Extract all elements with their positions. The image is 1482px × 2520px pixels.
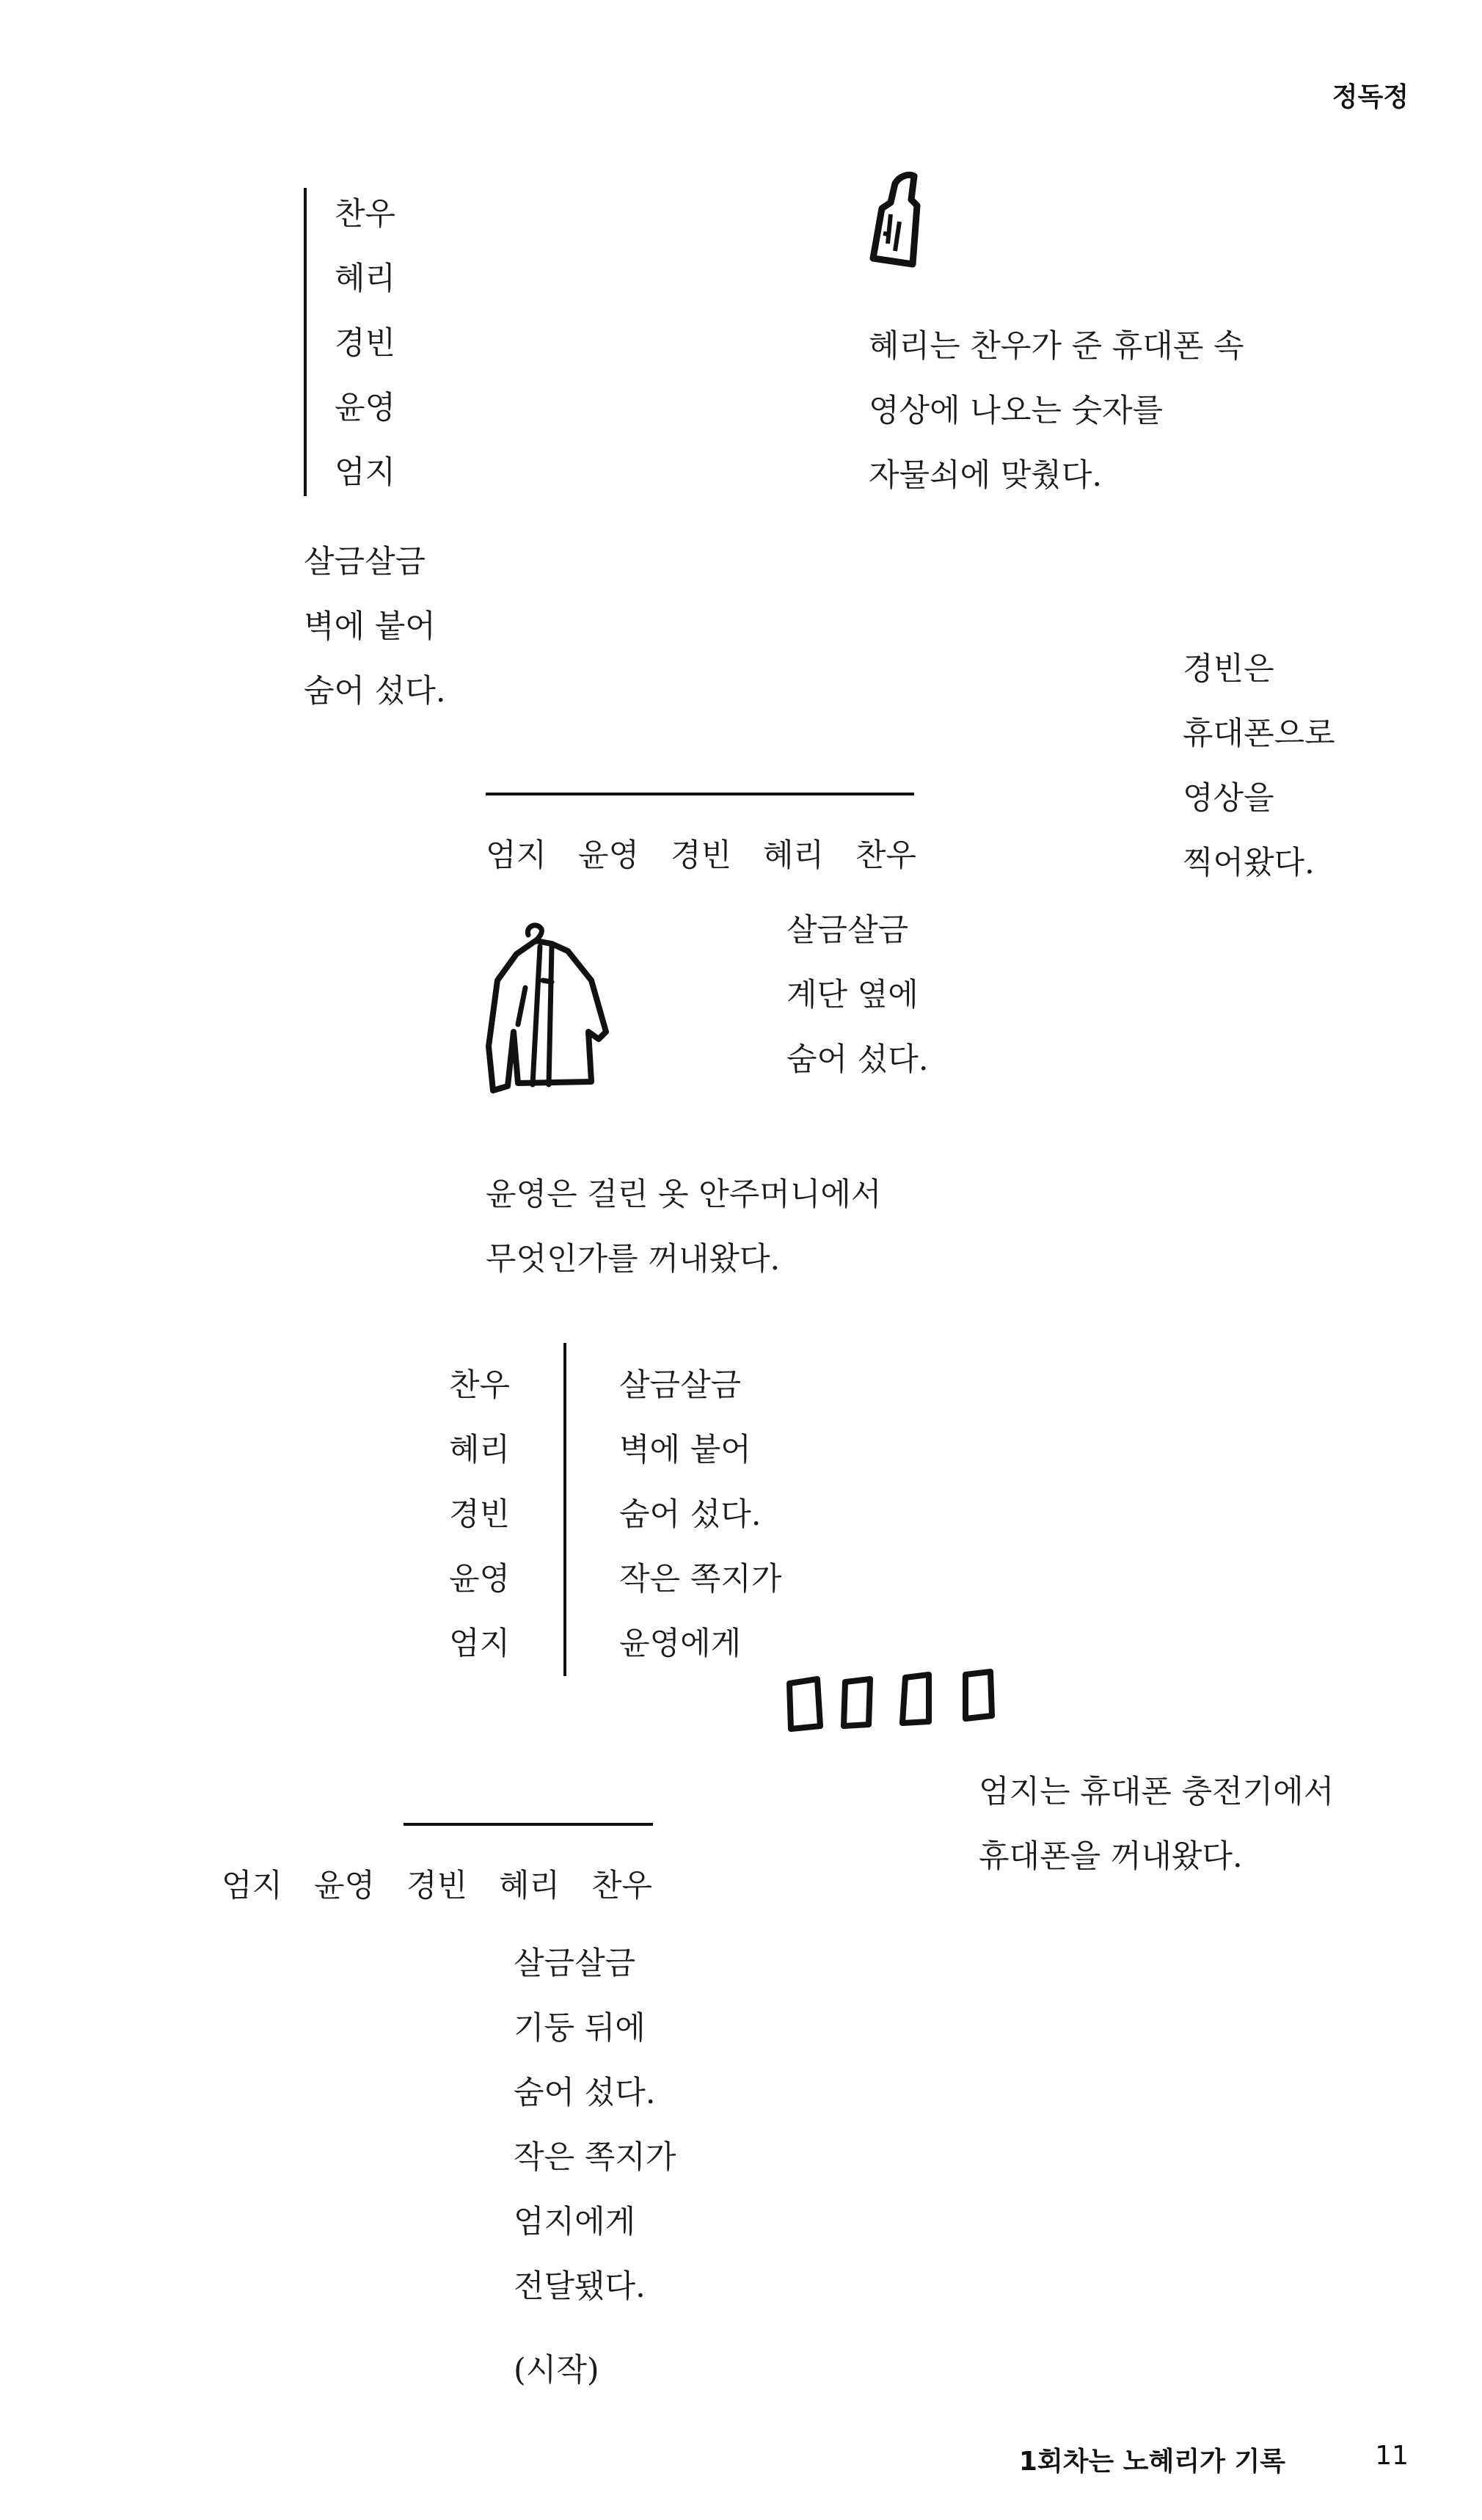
name-item: 찬우: [449, 1367, 511, 1404]
running-header-author: 정독정: [1332, 82, 1409, 112]
lipstick-icon: [866, 170, 932, 273]
text-line: 엄지는 휴대폰 충전기에서: [979, 1774, 1335, 1810]
lipstick-paragraph: [869, 314, 1244, 508]
name-item: 엄지: [222, 1868, 283, 1904]
page-number: 11: [1375, 2441, 1409, 2471]
coat-icon: [481, 922, 613, 1098]
coat-paragraph: [486, 1162, 881, 1292]
running-footer-title: 1회차는 노혜리가 기록: [1018, 2447, 1285, 2477]
name-item: 윤영: [449, 1561, 511, 1598]
name-item: 엄지: [486, 837, 547, 874]
boxes-icon: [785, 1667, 1005, 1741]
name-item: 찬우: [335, 196, 396, 233]
text-line: 작은 쪽지가: [619, 1561, 782, 1598]
name-item: 엄지: [449, 1625, 511, 1662]
text-line: 엄지에게: [514, 2204, 636, 2240]
text-line: 계단 옆에: [786, 977, 919, 1013]
text-line: 숨어 섰다.: [786, 1041, 929, 1078]
name-item: 윤영: [335, 390, 396, 426]
text-line: 휴대폰을 꺼내왔다.: [979, 1838, 1243, 1875]
text-line: 경빈은: [1183, 651, 1274, 688]
text-line: 찍어왔다.: [1183, 845, 1315, 881]
text-line: 벽에 붙어: [304, 608, 436, 645]
names-row-1: [486, 831, 916, 875]
divider-vertical-2: [563, 1343, 566, 1676]
name-item: 찬우: [591, 1868, 653, 1904]
text-line: 휴대폰으로: [1183, 715, 1335, 752]
text-line: 숨어 섰다.: [514, 2075, 656, 2111]
hide-paragraph-1: [304, 530, 446, 724]
hide-paragraph-4: [514, 1931, 676, 2319]
divider-horizontal-2: [404, 1823, 653, 1826]
text-line: 숨어 섰다.: [304, 673, 446, 710]
text-line: 윤영에게: [619, 1625, 742, 1662]
text-line: 살금살금: [619, 1367, 742, 1404]
text-line: 영상을: [1183, 780, 1274, 817]
name-item: 윤영: [578, 837, 640, 874]
text-line: 기둥 뒤에: [514, 2010, 646, 2047]
name-item: 혜리: [335, 261, 396, 297]
text-line: 무엇인가를 꺼내왔다.: [486, 1241, 781, 1278]
name-item: 경빈: [671, 837, 732, 874]
text-line: 윤영은 걸린 옷 안주머니에서: [486, 1176, 882, 1213]
text-line: 영상에 나오는 숫자를: [869, 393, 1164, 429]
name-item: 경빈: [406, 1868, 468, 1904]
divider-vertical-1: [304, 188, 307, 496]
text-line: 혜리는 찬우가 준 휴대폰 속: [869, 328, 1244, 365]
text-line: 숨어 섰다.: [619, 1496, 762, 1533]
names-list-1: [335, 182, 395, 505]
name-item: 엄지: [335, 454, 396, 491]
text-line: 작은 쪽지가: [514, 2139, 676, 2176]
divider-horizontal-1: [486, 793, 914, 795]
text-line: 전달됐다.: [514, 2268, 646, 2305]
text-line: 벽에 붙어: [619, 1432, 751, 1468]
name-item: 경빈: [335, 325, 396, 362]
ending-text: (시작): [514, 2352, 599, 2389]
text-line: 살금살금: [786, 912, 909, 949]
text-line: 살금살금: [514, 1945, 636, 1982]
name-item: 윤영: [314, 1868, 376, 1904]
name-item: 혜리: [763, 837, 825, 874]
names-list-2: [449, 1353, 510, 1676]
name-item: 혜리: [449, 1432, 511, 1468]
name-item: 찬우: [855, 837, 917, 874]
hide-paragraph-2: [786, 898, 929, 1092]
text-line: 자물쇠에 맞췄다.: [869, 457, 1103, 494]
text-line: 살금살금: [304, 544, 426, 580]
name-item: 혜리: [499, 1868, 561, 1904]
hide-paragraph-3: [619, 1353, 781, 1676]
charger-paragraph: [979, 1760, 1334, 1889]
names-row-2: [222, 1861, 652, 1906]
kyungbin-paragraph: [1183, 637, 1335, 895]
name-item: 경빈: [449, 1496, 511, 1533]
